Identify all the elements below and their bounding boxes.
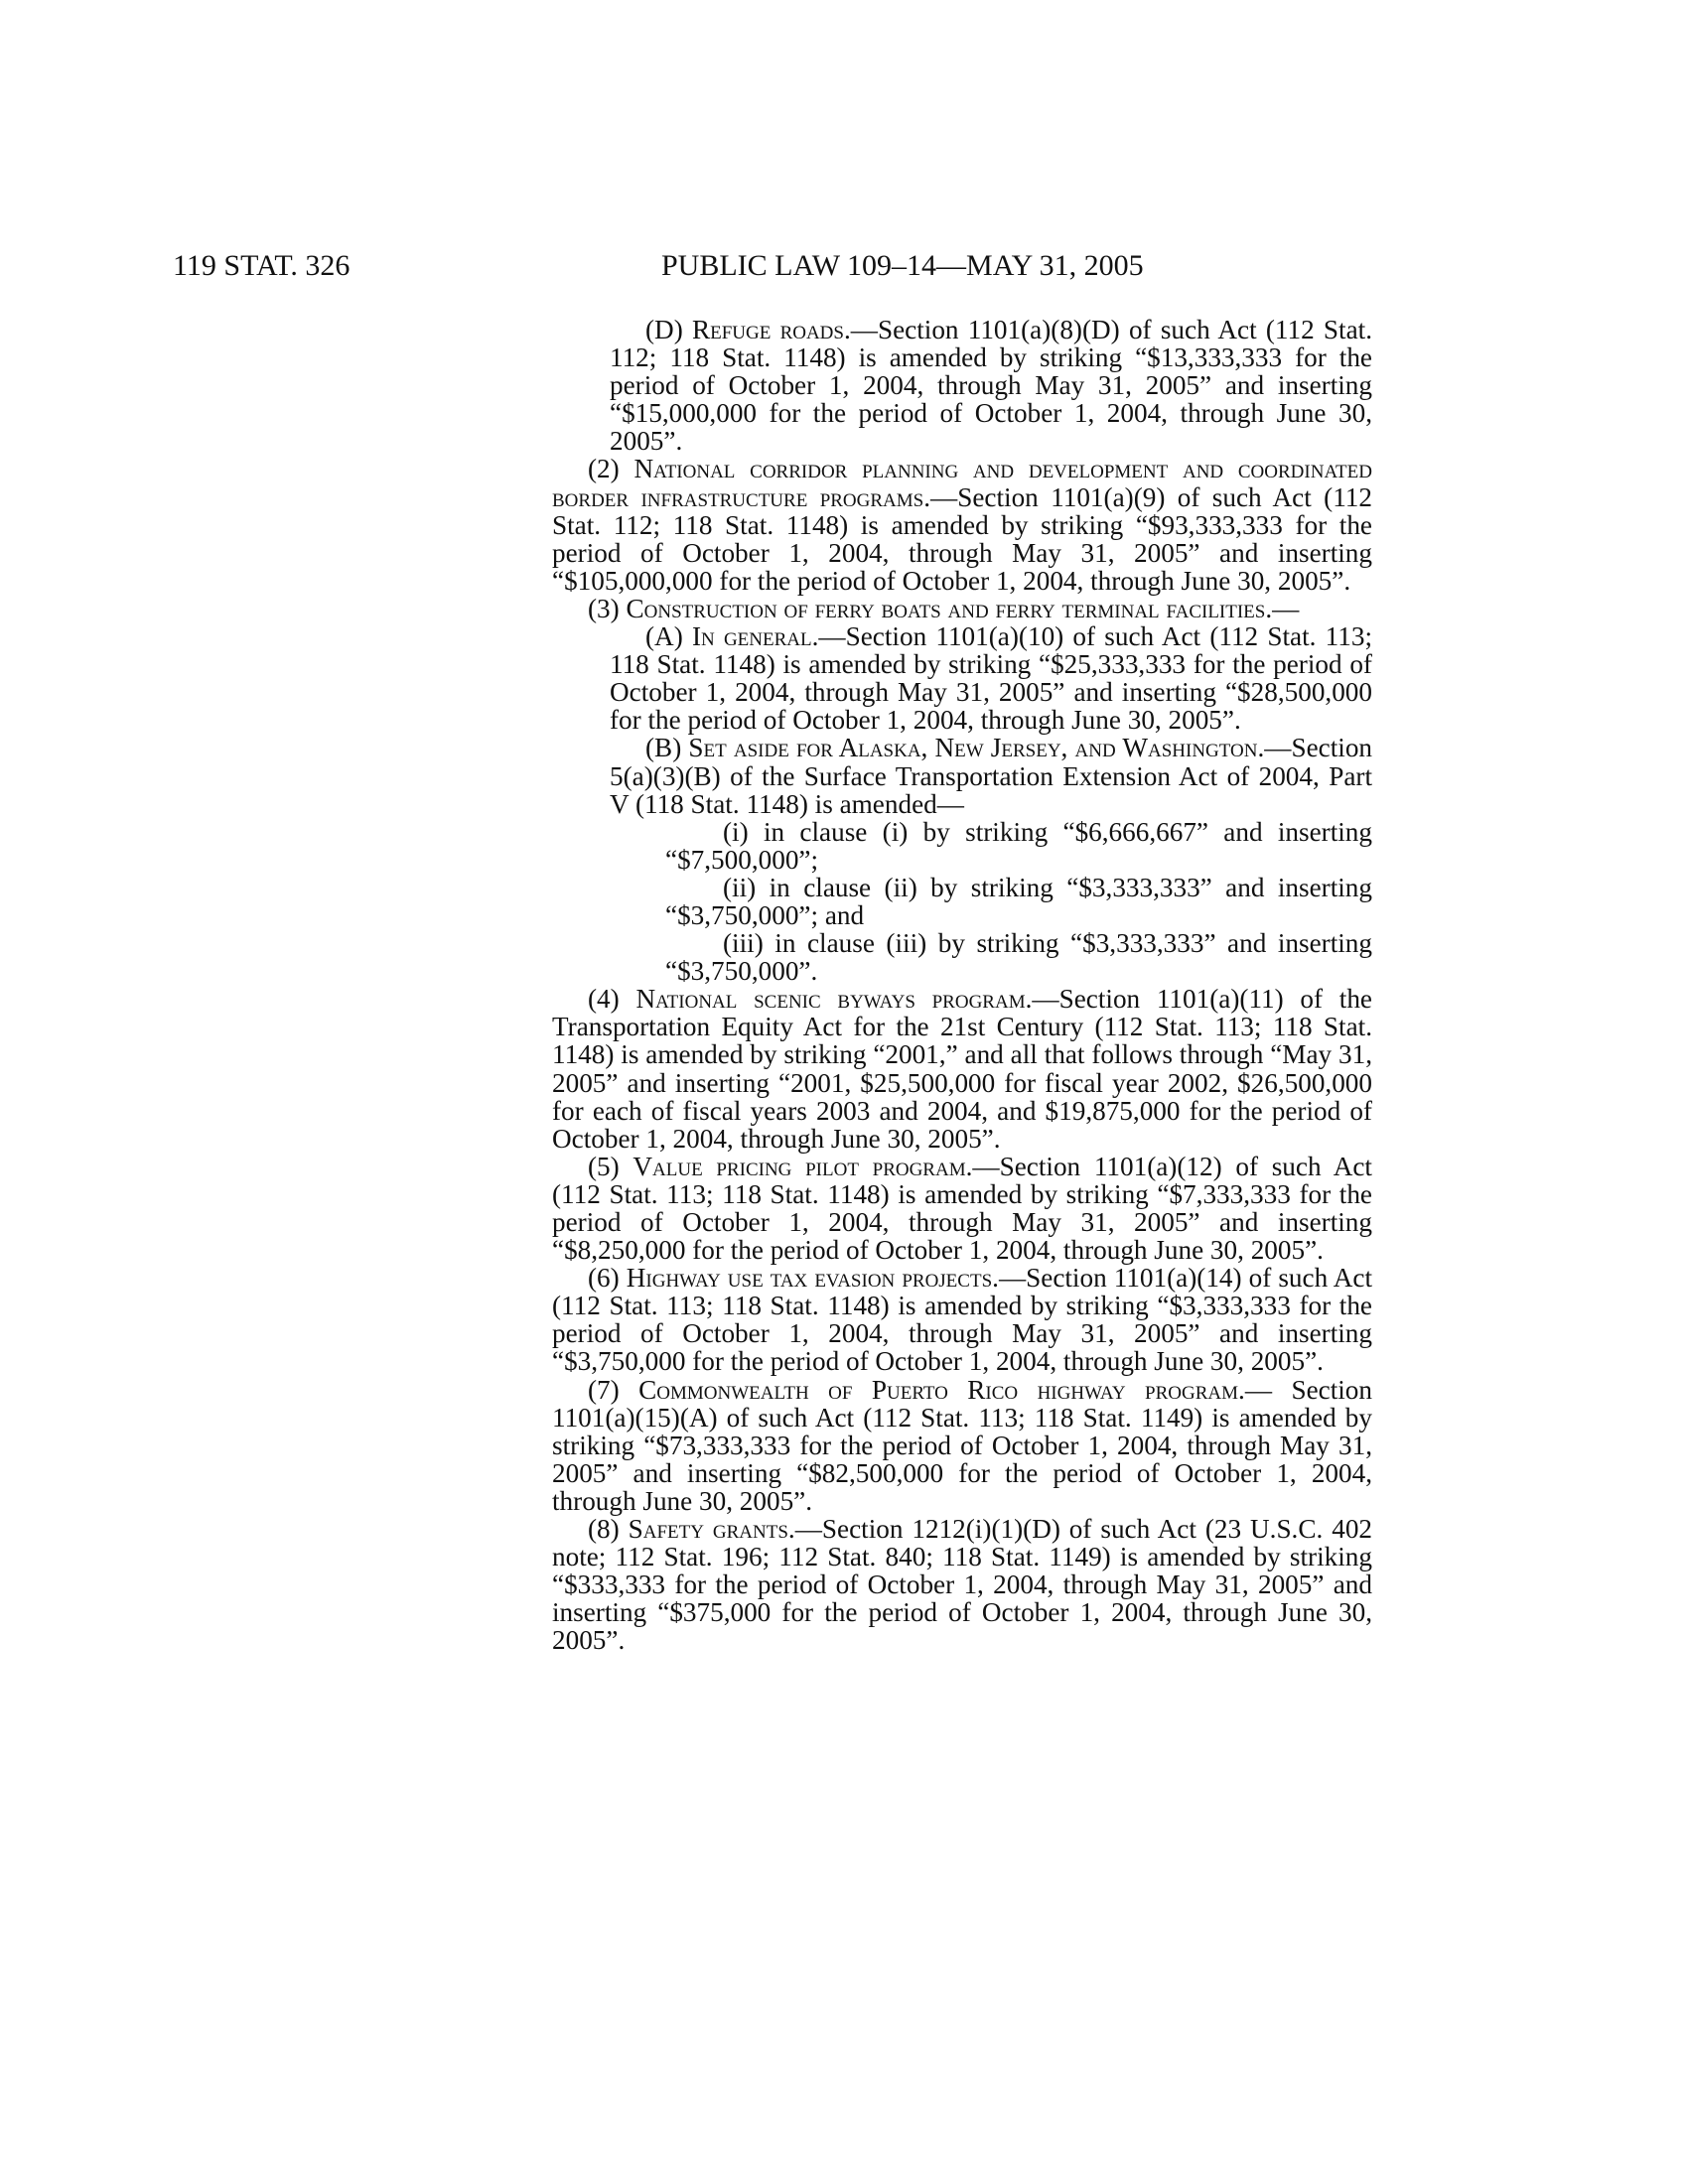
provision-enumerator: (B) [645,733,682,763]
provision-paragraph [552,1153,1372,1264]
provision-text: (iii) in clause (iii) by striking “$3,333,333” and inserting “$3,750,000”. [665,928,1372,987]
provision-enumerator: (D) [645,315,683,344]
provision-text: —Section 1101(a)(8)(D) of such Act (112 Stat. 112; 118 Stat. 1148) is amended by striking “$13,333,333 for the period of October 1, 2004, through May 31, 2005” and inserting “$15,000,000 for the period of October 1, 2004, through June 30, 2005”. [610,315,1373,457]
provision-enumerator: (4) [588,984,620,1015]
provision-clause [552,874,1372,929]
provision-heading: Highway use tax evasion projects. [626,1263,999,1294]
provision-text: —Section 1101(a)(12) of such Act (112 Stat. 113; 118 Stat. 1148) is amended by striking “$7,333,333 for the period of October 1, 2004, through May 31, 2005” and inserting “$8,250,000 for the period of October 1, 2004, through June 30, 2005”. [552,1151,1372,1266]
provision-text: — Section 1101(a)(15)(A) of such Act (112 Stat. 113; 118 Stat. 1149) is amended by striking “$73,333,333 for the period of October 1, 2004, through May 31, 2005” and inserting “$82,500,000 for the period of October 1, 2004, through June 30, 2005”. [552,1374,1372,1516]
provision-paragraph [552,455,1372,594]
provision-text: —Section 1101(a)(9) of such Act (112 Stat. 112; 118 Stat. 1148) is amended by striking “$93,333,333 for the period of October 1, 2004, through May 31, 2005” and inserting “$105,000,000 for the period of October 1, 2004, through June 30, 2005”. [552,481,1372,596]
provision-paragraph [552,1515,1372,1654]
page-header [0,246,1688,286]
provision-enumerator: (6) [588,1263,620,1294]
provision-paragraph [552,985,1372,1153]
provision-paragraph [552,595,1372,622]
public-law-title: PUBLIC LAW 109–14—MAY 31, 2005 [661,249,1144,282]
provision-heading: National scenic byways program. [635,984,1033,1015]
provision-paragraph [552,734,1372,817]
provision-text: (ii) in clause (ii) by striking “$3,333,333” and inserting “$3,750,000”; and [665,872,1372,930]
provision-paragraph [552,316,1372,455]
provision-text: —Section 5(a)(3)(B) of the Surface Transportation Extension Act of 2004, Part V (118 Stat. 1148) is amended— [610,733,1373,819]
provision-clause [552,929,1372,985]
provision-text: —Section 1212(i)(1)(D) of such Act (23 U.S.C. 402 note; 112 Stat. 196; 112 Stat. 840; 118 Stat. 1149) is amended by striking “$333,333 for the period of October 1, 2004, through May 31, 2005” and inserting “$375,000 for the period of October 1, 2004, through June 30, 2005”. [552,1514,1373,1656]
provision-text: —Section 1101(a)(14) of such Act (112 Stat. 113; 118 Stat. 1148) is amended by striking “$3,333,333 for the period of October 1, 2004, through May 31, 2005” and inserting “$3,750,000 for the period of October 1, 2004, through June 30, 2005”. [552,1263,1373,1377]
provision-clause [552,818,1372,874]
provision-heading: In general. [691,621,819,652]
provision-heading: National corridor planning and development and coordinated border infrastructure programs. [552,454,1372,512]
provision-heading: Refuge roads. [691,315,851,344]
provision-text: (i) in clause (i) by striking “$6,666,667” and inserting “$7,500,000”; [665,816,1372,875]
provision-text: —Section 1101(a)(10) of such Act (112 Stat. 113; 118 Stat. 1148) is amended by striking “$25,333,333 for the period of October 1, 2004, through May 31, 2005” and inserting “$28,500,000 for the period of October 1, 2004, through June 30, 2005”. [610,621,1372,736]
provision-enumerator: (3) [588,593,620,623]
provision-heading: Commonwealth of Puerto Rico highway program. [638,1374,1245,1405]
provision-text: —Section 1101(a)(11) of the Transportation Equity Act for the 21st Century (112 Stat. 113; 118 Stat. 1148) is amended by striking “2001,” and all that follows through “May 31, 2005” and inserting “2001, $25,500,000 for fiscal year 2002, $26,500,000 for each of fiscal years 2003 and 2004, and $19,875,000 for the period of October 1, 2004, through June 30, 2005”. [552,984,1372,1154]
provision-enumerator: (8) [588,1514,620,1545]
provision-enumerator: (5) [588,1151,620,1181]
provision-text: — [1272,593,1300,623]
provision-heading: Construction of ferry boats and ferry terminal facilities. [626,593,1273,623]
provision-enumerator: (7) [588,1374,620,1405]
provision-enumerator: (A) [645,621,683,652]
provision-heading: Set aside for Alaska, New Jersey, and Washington. [688,733,1265,763]
provision-enumerator: (2) [588,454,620,484]
provision-paragraph [552,1264,1372,1375]
provision-paragraph [552,1376,1372,1515]
statute-body [552,316,1372,1655]
provision-heading: Value pricing pilot program. [633,1151,973,1181]
statute-page-reference: 119 STAT. 326 [173,249,351,282]
provision-heading: Safety grants. [628,1514,795,1545]
provision-paragraph [552,622,1372,734]
